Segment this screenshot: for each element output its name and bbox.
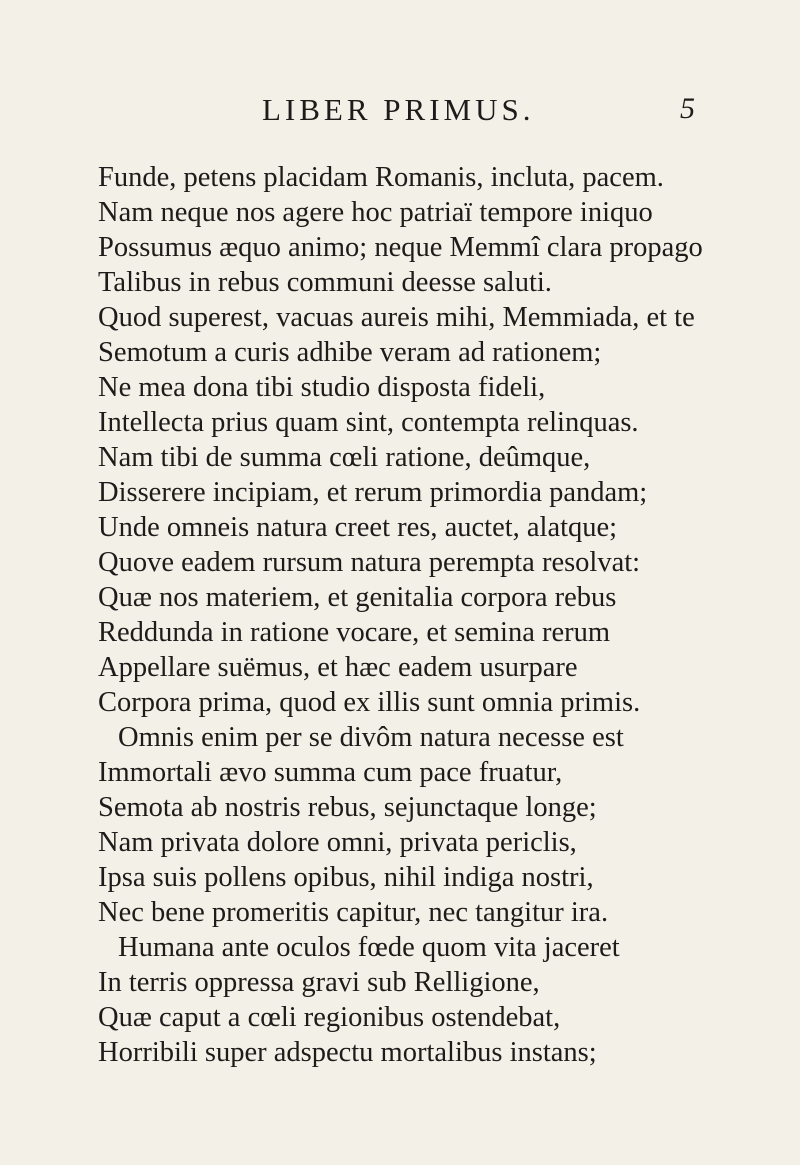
verse-line: Corpora prima, quod ex illis sunt omnia primis. <box>98 687 641 718</box>
verse-line: Disserere incipiam, et rerum primordia pandam; <box>98 477 648 508</box>
verse-line: In terris oppressa gravi sub Relligione, <box>98 967 540 998</box>
verse-line: Semota ab nostris rebus, sejunctaque longe; <box>98 792 597 823</box>
verse-line: Horribili super adspectu mortalibus instans; <box>98 1037 597 1068</box>
verse-line: Possumus æquo animo; neque Memmî clara propago <box>98 232 703 263</box>
verse-text <box>98 160 778 1070</box>
verse-line: Nam tibi de summa cœli ratione, deûmque, <box>98 442 591 473</box>
verse-line: Humana ante oculos fœde quom vita jaceret <box>118 932 620 963</box>
verse-line: Appellare suëmus, et hæc eadem usurpare <box>98 652 578 683</box>
verse-line: Nec bene promeritis capitur, nec tangitur ira. <box>98 897 609 928</box>
running-head: LIBER PRIMUS. <box>262 92 535 127</box>
verse-line: Nam privata dolore omni, privata periclis, <box>98 827 577 858</box>
verse-line: Quæ caput a cœli regionibus ostendebat, <box>98 1002 561 1033</box>
verse-line: Immortali ævo summa cum pace fruatur, <box>98 757 563 788</box>
verse-line: Ipsa suis pollens opibus, nihil indiga nostri, <box>98 862 594 893</box>
verse-line: Talibus in rebus communi deesse saluti. <box>98 267 552 298</box>
verse-line: Semotum a curis adhibe veram ad rationem; <box>98 337 602 368</box>
verse-line: Omnis enim per se divôm natura necesse est <box>118 722 624 753</box>
verse-line: Reddunda in ratione vocare, et semina rerum <box>98 617 611 648</box>
page-number: 5 <box>680 92 695 125</box>
verse-line: Nam neque nos agere hoc patriaï tempore iniquo <box>98 197 653 228</box>
verse-line: Intellecta prius quam sint, contempta relinquas. <box>98 407 639 438</box>
verse-line: Ne mea dona tibi studio disposta fideli, <box>98 372 546 403</box>
verse-line: Quove eadem rursum natura perempta resolvat: <box>98 547 641 578</box>
verse-line: Quæ nos materiem, et genitalia corpora rebus <box>98 582 617 613</box>
verse-line: Funde, petens placidam Romanis, incluta, pacem. <box>98 162 664 193</box>
verse-line: Quod superest, vacuas aureis mihi, Memmiada, et te <box>98 302 695 333</box>
verse-line: Unde omneis natura creet res, auctet, alatque; <box>98 512 618 543</box>
